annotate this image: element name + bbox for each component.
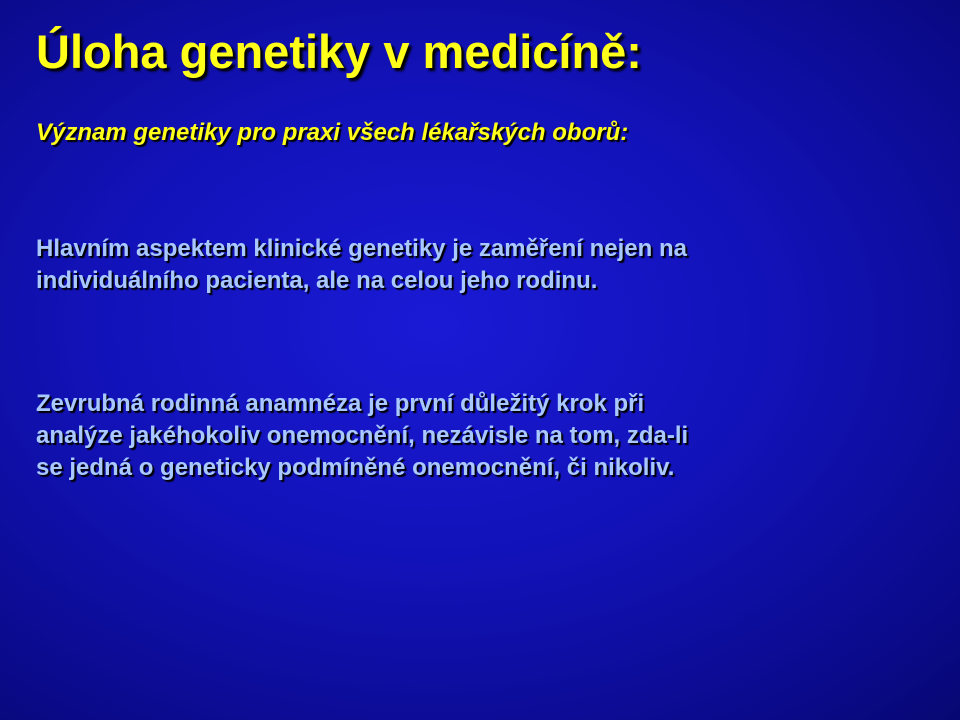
slide-title: Úloha genetiky v medicíně: bbox=[36, 25, 642, 78]
paragraph-line: se jedná o geneticky podmíněné onemocnění, či nikoliv. bbox=[36, 454, 675, 481]
slide-subtitle: Význam genetiky pro praxi všech lékařských oborů: bbox=[36, 119, 629, 146]
paragraph-family-history bbox=[36, 388, 926, 484]
paragraph-family-focus bbox=[36, 233, 926, 297]
paragraph-line: Zevrubná rodinná anamnéza je první důležitý krok při bbox=[36, 390, 645, 417]
paragraph-line: Hlavním aspektem klinické genetiky je zaměření nejen na bbox=[36, 235, 687, 262]
paragraph-line: individuálního pacienta, ale na celou jeho rodinu. bbox=[36, 267, 598, 294]
paragraph-line: analýze jakéhokoliv onemocnění, nezávisle na tom, zda-li bbox=[36, 422, 689, 449]
